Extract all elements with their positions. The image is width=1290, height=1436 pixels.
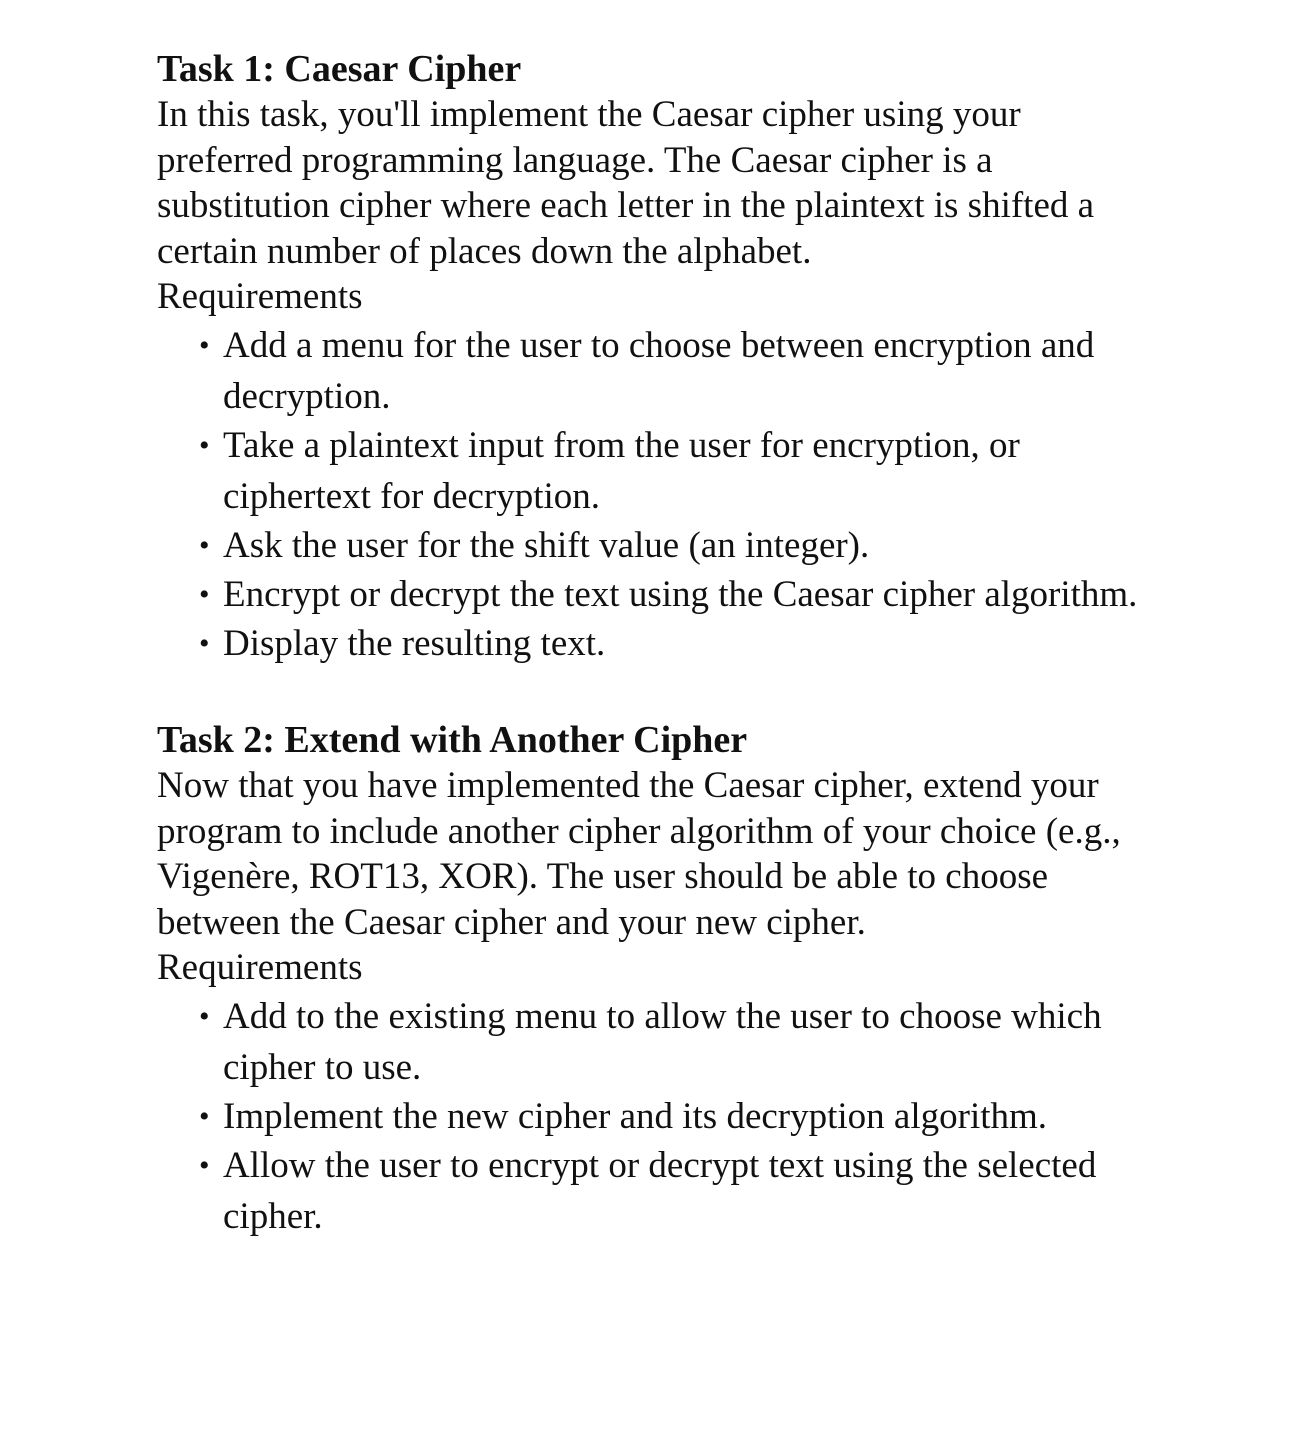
task-2-description: Now that you have implemented the Caesar cipher, extend your program to include another cipher algorithm of your choice (e.g., Vigenère, ROT13, XOR). The user should be able to choose between the Caesar cipher and your new cipher. xyxy=(157,764,1121,943)
task-1-requirements-label: Requirements xyxy=(157,276,363,318)
section-gap xyxy=(157,667,1147,717)
task-2-section xyxy=(157,717,1147,1242)
bullet-icon: • xyxy=(199,577,210,611)
list-item xyxy=(199,420,1147,522)
bullet-icon: • xyxy=(199,428,210,462)
bullet-icon: • xyxy=(199,1148,210,1182)
list-item xyxy=(199,520,1147,571)
requirement-text: Display the resulting text. xyxy=(223,622,606,664)
requirement-text: Ask the user for the shift value (an integer). xyxy=(223,524,870,566)
list-item xyxy=(199,320,1147,422)
task-1-section xyxy=(157,46,1147,669)
list-item xyxy=(199,618,1147,669)
bullet-icon: • xyxy=(199,328,210,362)
task-1-title: Task 1: Caesar Cipher xyxy=(157,48,522,90)
requirement-text: Allow the user to encrypt or decrypt text using the selected cipher. xyxy=(223,1144,1097,1237)
task-1-description: In this task, you'll implement the Caesar cipher using your preferred programming language. The Caesar cipher is a substitution cipher where each letter in the plaintext is shifted a certain number of places down the alphabet. xyxy=(157,94,1095,272)
bullet-icon: • xyxy=(199,999,210,1033)
requirement-text: Add a menu for the user to choose between encryption and decryption. xyxy=(223,324,1095,417)
requirement-text: Implement the new cipher and its decryption algorithm. xyxy=(223,1095,1048,1137)
list-item xyxy=(199,1140,1147,1242)
task-1-requirements-list xyxy=(157,320,1147,669)
task-2-title: Task 2: Extend with Another Cipher xyxy=(157,718,748,761)
bullet-icon: • xyxy=(199,626,210,660)
list-item xyxy=(199,1091,1147,1142)
task-2-requirements-label: Requirements xyxy=(157,947,363,989)
list-item xyxy=(199,569,1147,620)
requirement-text: Add to the existing menu to allow the user to choose which cipher to use. xyxy=(223,995,1102,1088)
requirement-text: Encrypt or decrypt the text using the Caesar cipher algorithm. xyxy=(223,573,1138,615)
requirement-text: Take a plaintext input from the user for encryption, or ciphertext for decryption. xyxy=(223,424,1020,517)
list-item xyxy=(199,991,1147,1093)
bullet-icon: • xyxy=(199,528,210,562)
task-2-requirements-list xyxy=(157,991,1147,1242)
document-page xyxy=(157,46,1147,1240)
bullet-icon: • xyxy=(199,1099,210,1133)
